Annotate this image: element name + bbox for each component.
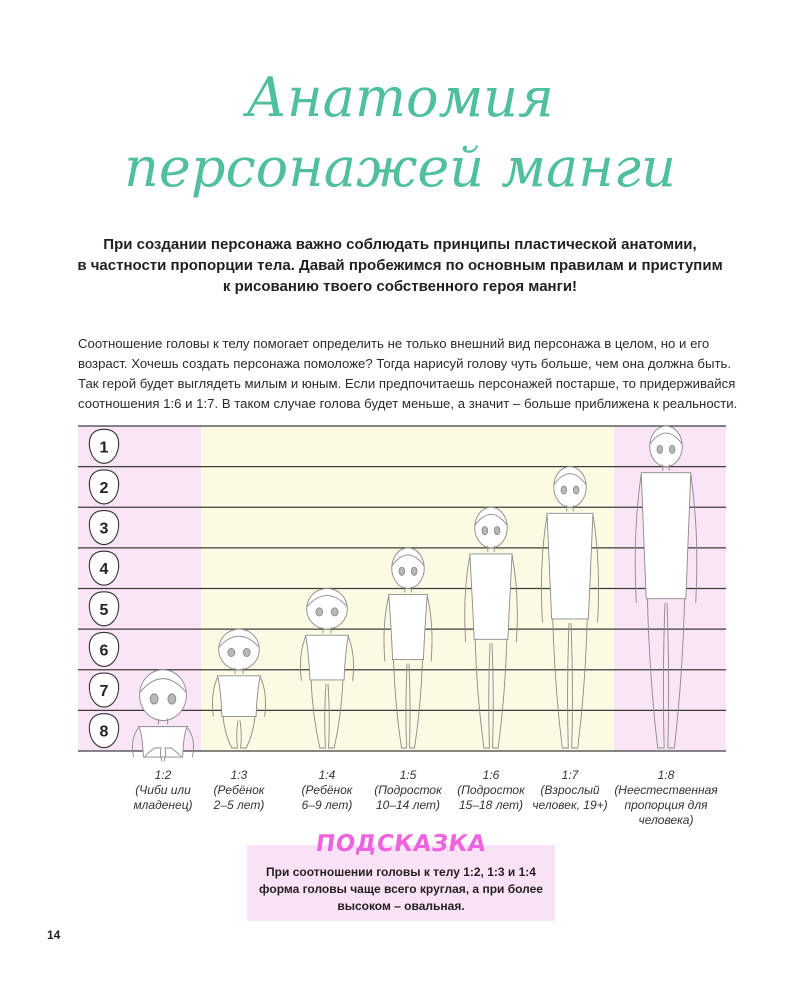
figure-eye	[243, 648, 250, 656]
row-number-label: 5	[99, 601, 109, 619]
figure-eye	[228, 648, 235, 656]
figure-caption-line: (Подросток	[374, 783, 442, 797]
body-line: соотношения 1:6 и 1:7. В таком случае голова будет меньше, а значит – больше приближена к реальности.	[78, 396, 738, 411]
figure-caption-line: (Ребёнок	[301, 783, 353, 797]
figure-caption-line: 15–18 лет)	[458, 798, 523, 812]
figure-torso	[547, 513, 593, 619]
figure-head	[307, 589, 348, 630]
figure-caption-line: 1:7	[561, 768, 579, 782]
figure-torso	[218, 676, 261, 717]
figure-head	[219, 629, 260, 670]
figure-caption-line: 1:8	[657, 768, 675, 782]
figure-caption-line: (Неестественная	[614, 783, 718, 797]
figure-eye	[316, 608, 323, 616]
figure-caption-line: 1:2	[154, 768, 172, 782]
lead-line: к рисованию твоего собственного героя манги!	[222, 278, 578, 295]
figure-caption-line: 2–5 лет)	[213, 798, 265, 812]
figure-eye	[494, 527, 500, 535]
lead-line: в частности пропорции тела. Давай пробежимся по основным правилам и приступим	[77, 257, 723, 274]
figure-eye	[669, 445, 675, 453]
figure-caption-line: 10–14 лет)	[375, 798, 440, 812]
figure-caption-line: человека)	[638, 813, 694, 827]
figure-caption-line: 1:4	[318, 768, 336, 782]
figure-eye	[331, 608, 338, 616]
body-line: Так герой будет выглядеть милым и юным. Если предпочитаешь персонажей постарше, то придерживайся	[78, 376, 736, 391]
row-number-label: 3	[99, 520, 109, 538]
figure-torso	[138, 727, 187, 757]
figure-eye	[573, 486, 579, 494]
figure-caption-line: младенец)	[133, 798, 193, 812]
figure-eye	[399, 567, 405, 575]
page-title-line-1: Анатомия	[246, 66, 554, 129]
body-line: возраст. Хочешь создать персонажа помоложе? Тогда нарисуй голову чуть больше, чем она должна быть.	[78, 356, 732, 371]
body-line: Соотношение головы к телу помогает определить не только внешний вид персонажа в целом, но и его	[78, 336, 710, 351]
figure-caption-line: пропорция для	[624, 798, 708, 812]
page-number: 14	[47, 928, 61, 942]
row-number-label: 4	[99, 561, 109, 579]
figure-caption	[515, 768, 625, 813]
figure-caption-line: (Взрослый	[540, 783, 600, 797]
row-number-label: 2	[99, 479, 109, 497]
figure-torso	[470, 554, 512, 639]
figure-eye	[561, 486, 567, 494]
figure-caption-line: 1:6	[482, 768, 500, 782]
page-title-line-2: персонажей манги	[124, 136, 676, 199]
figure-head	[475, 507, 508, 548]
figure-caption-line: (Чиби или	[135, 783, 191, 797]
figure-torso	[389, 595, 428, 660]
row-number-label: 6	[99, 642, 109, 660]
hint-line: При соотношении головы к телу 1:2, 1:3 и 1:4	[266, 865, 536, 879]
figure-torso	[641, 473, 691, 599]
row-number-label: 7	[99, 683, 109, 701]
figure-head	[140, 670, 187, 721]
figure-eye	[168, 694, 176, 704]
figure-head	[392, 548, 425, 589]
row-number-label: 1	[99, 439, 109, 457]
figure-caption-line: 6–9 лет)	[301, 798, 353, 812]
figure-caption-line: (Подросток	[457, 783, 525, 797]
hint-box	[247, 831, 555, 921]
hint-text	[257, 864, 545, 915]
figure-caption-line: 1:5	[399, 768, 417, 782]
figure-caption	[611, 768, 721, 828]
figure-torso	[306, 635, 349, 680]
figure-head	[554, 467, 587, 508]
hint-line: высоком – овальная.	[337, 899, 465, 913]
figure-eye	[411, 567, 417, 575]
hint-title: ПОДСКАЗКА	[314, 831, 488, 857]
figure-eye	[482, 527, 488, 535]
figure-caption-line: (Ребёнок	[213, 783, 265, 797]
figure-caption-line: 1:3	[230, 768, 248, 782]
row-number-label: 8	[99, 723, 109, 741]
hint-line: форма головы чаще всего круглая, а при более	[259, 882, 543, 896]
figure-head	[650, 426, 683, 467]
figure-caption-line: человек, 19+)	[532, 798, 608, 812]
lead-line: При создании персонажа важно соблюдать принципы пластической анатомии,	[103, 236, 697, 253]
figure-eye	[657, 445, 663, 453]
figure-eye	[150, 694, 158, 704]
